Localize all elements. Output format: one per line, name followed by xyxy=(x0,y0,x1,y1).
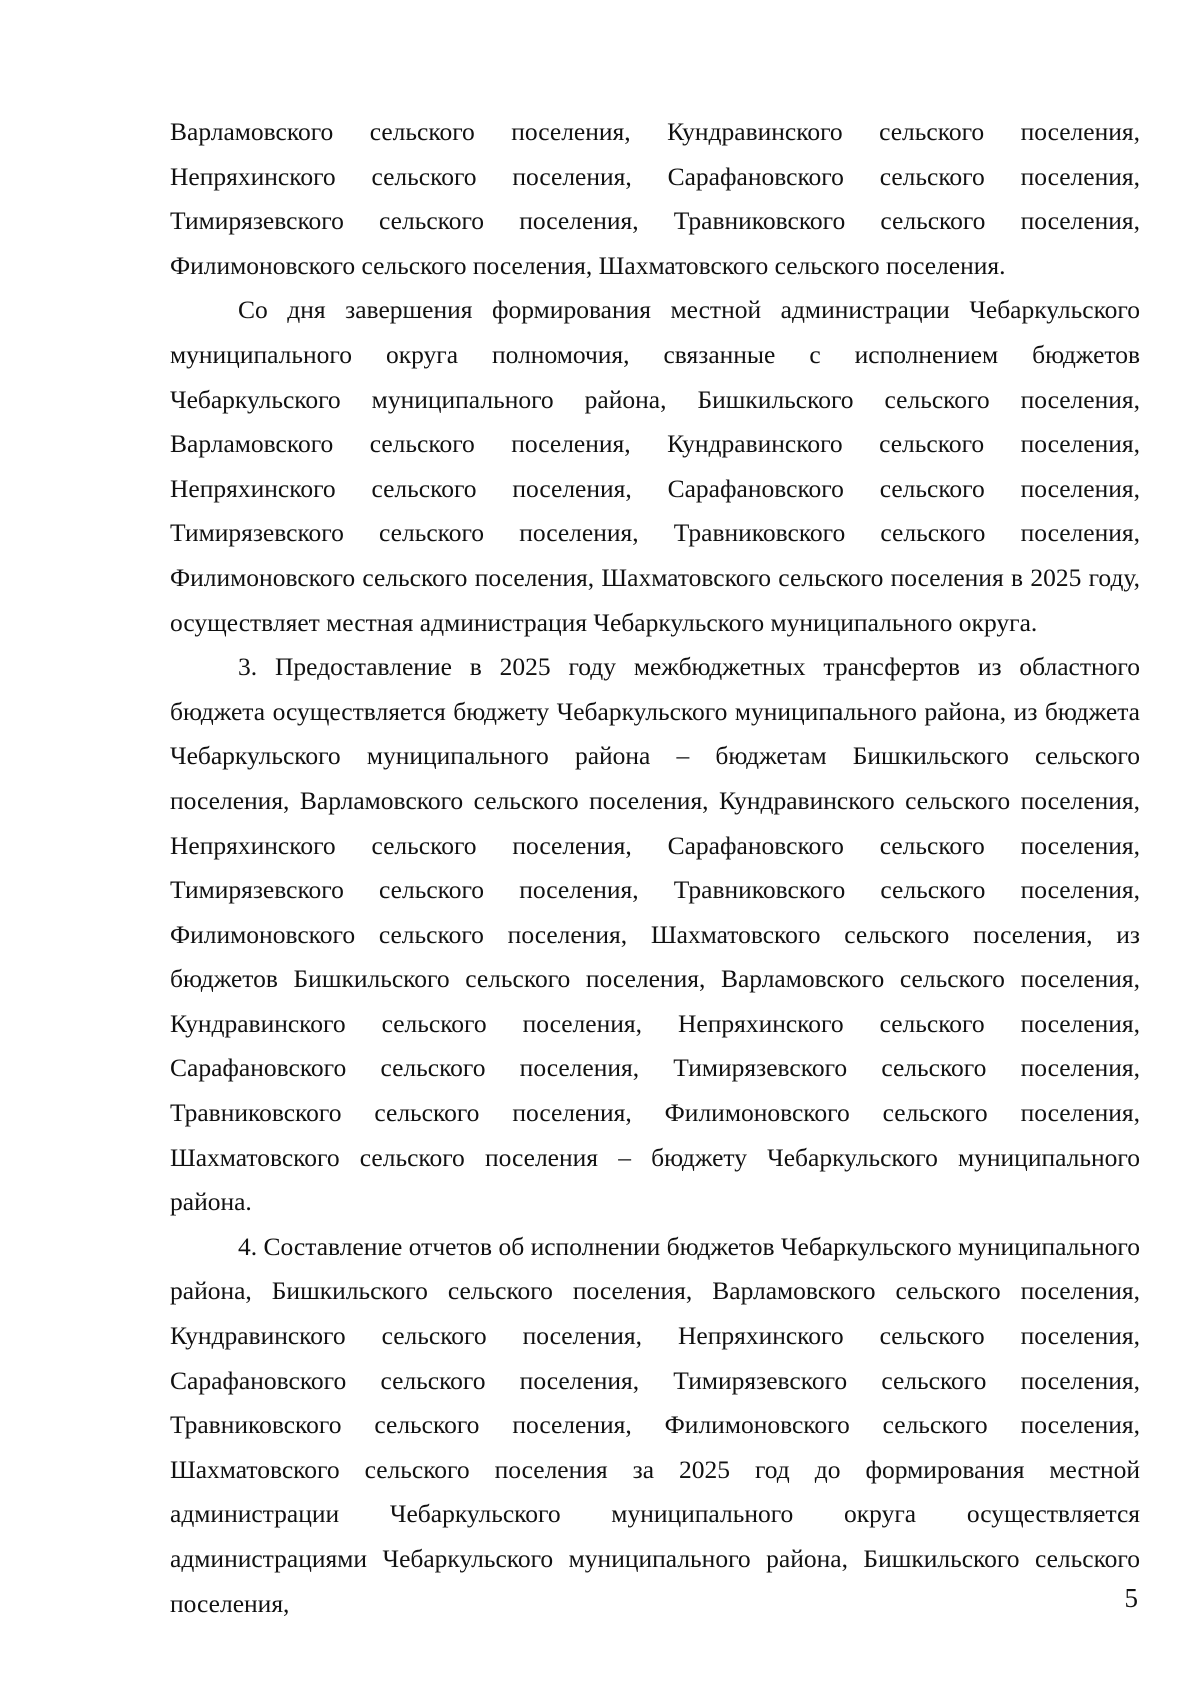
paragraph-item-4: 4. Составление отчетов об исполнении бюджетов Чебаркульского муниципального района, Бишкильского сельского поселения, Варламовского сельского поселения, Кундравинского сельского поселения, Непряхинского сельского поселения, Сарафановского сельского поселения, Тимирязевского сельского поселения, Травниковского сельского поселения, Филимоновского сельского поселения, Шахматовского сельского поселения за 2025 год до формирования местной администрации Чебаркульского муниципального округа осуществляется администрациями Чебаркульского муниципального района, Бишкильского сельского поселения, xyxy=(170,1231,1140,1618)
paragraph-administration: Со дня завершения формирования местной администрации Чебаркульского муниципального округа полномочия, связанные с исполнением бюджетов Чебаркульского муниципального района, Бишкильского сельского поселения, Варламовского сельского поселения, Кундравинского сельского поселения, Непряхинского сельского поселения, Сарафановского сельского поселения, Тимирязевского сельского поселения, Травниковского сельского поселения, Филимоновского сельского поселения, Шахматовского сельского поселения в 2025 году, осуществляет местная администрация Чебаркульского муниципального округа. xyxy=(170,295,1140,637)
document-page xyxy=(170,110,1140,1626)
paragraph-item-3: 3. Предоставление в 2025 году межбюджетных трансфертов из областного бюджета осуществляется бюджету Чебаркульского муниципального района, из бюджета Чебаркульского муниципального района – бюджетам Бишкильского сельского поселения, Варламовского сельского поселения, Кундравинского сельского поселения, Непряхинского сельского поселения, Сарафановского сельского поселения, Тимирязевского сельского поселения, Травниковского сельского поселения, Филимоновского сельского поселения, Шахматовского сельского поселения, из бюджетов Бишкильского сельского поселения, Варламовского сельского поселения, Кундравинского сельского поселения, Непряхинского сельского поселения, Сарафановского сельского поселения, Тимирязевского сельского поселения, Травниковского сельского поселения, Филимоновского сельского поселения, Шахматовского сельского поселения – бюджету Чебаркульского муниципального района. xyxy=(170,652,1140,1217)
paragraph-continuation: Варламовского сельского поселения, Кундравинского сельского поселения, Непряхинского сельского поселения, Сарафановского сельского поселения, Тимирязевского сельского поселения, Травниковского сельского поселения, Филимоновского сельского поселения, Шахматовского сельского поселения. xyxy=(170,117,1140,280)
page-number: 5 xyxy=(1124,1583,1138,1613)
